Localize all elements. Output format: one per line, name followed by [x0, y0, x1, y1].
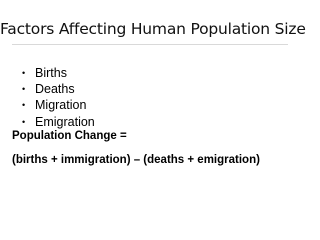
bullet-label: Emigration	[35, 114, 95, 129]
slide-title: Factors Affecting Human Population Size	[0, 20, 306, 38]
bullet-dot-icon: •	[22, 68, 26, 78]
bullet-dot-icon: •	[22, 116, 26, 127]
bullet-label: Migration	[35, 98, 87, 113]
bullet-item-births	[22, 65, 95, 81]
title-divider	[12, 44, 288, 45]
bullet-dot-icon: •	[22, 100, 26, 111]
bullet-item-deaths	[22, 81, 95, 97]
population-change-label: Population Change =	[12, 130, 127, 142]
bullet-dot-icon: •	[22, 84, 26, 95]
bullet-list	[22, 65, 95, 130]
bullet-label: Deaths	[35, 82, 75, 97]
bullet-item-migration	[22, 97, 95, 113]
population-change-formula: (births + immigration) – (deaths + emigration)	[12, 154, 260, 166]
bullet-item-emigration	[22, 114, 95, 130]
bullet-label: Births	[35, 66, 67, 80]
